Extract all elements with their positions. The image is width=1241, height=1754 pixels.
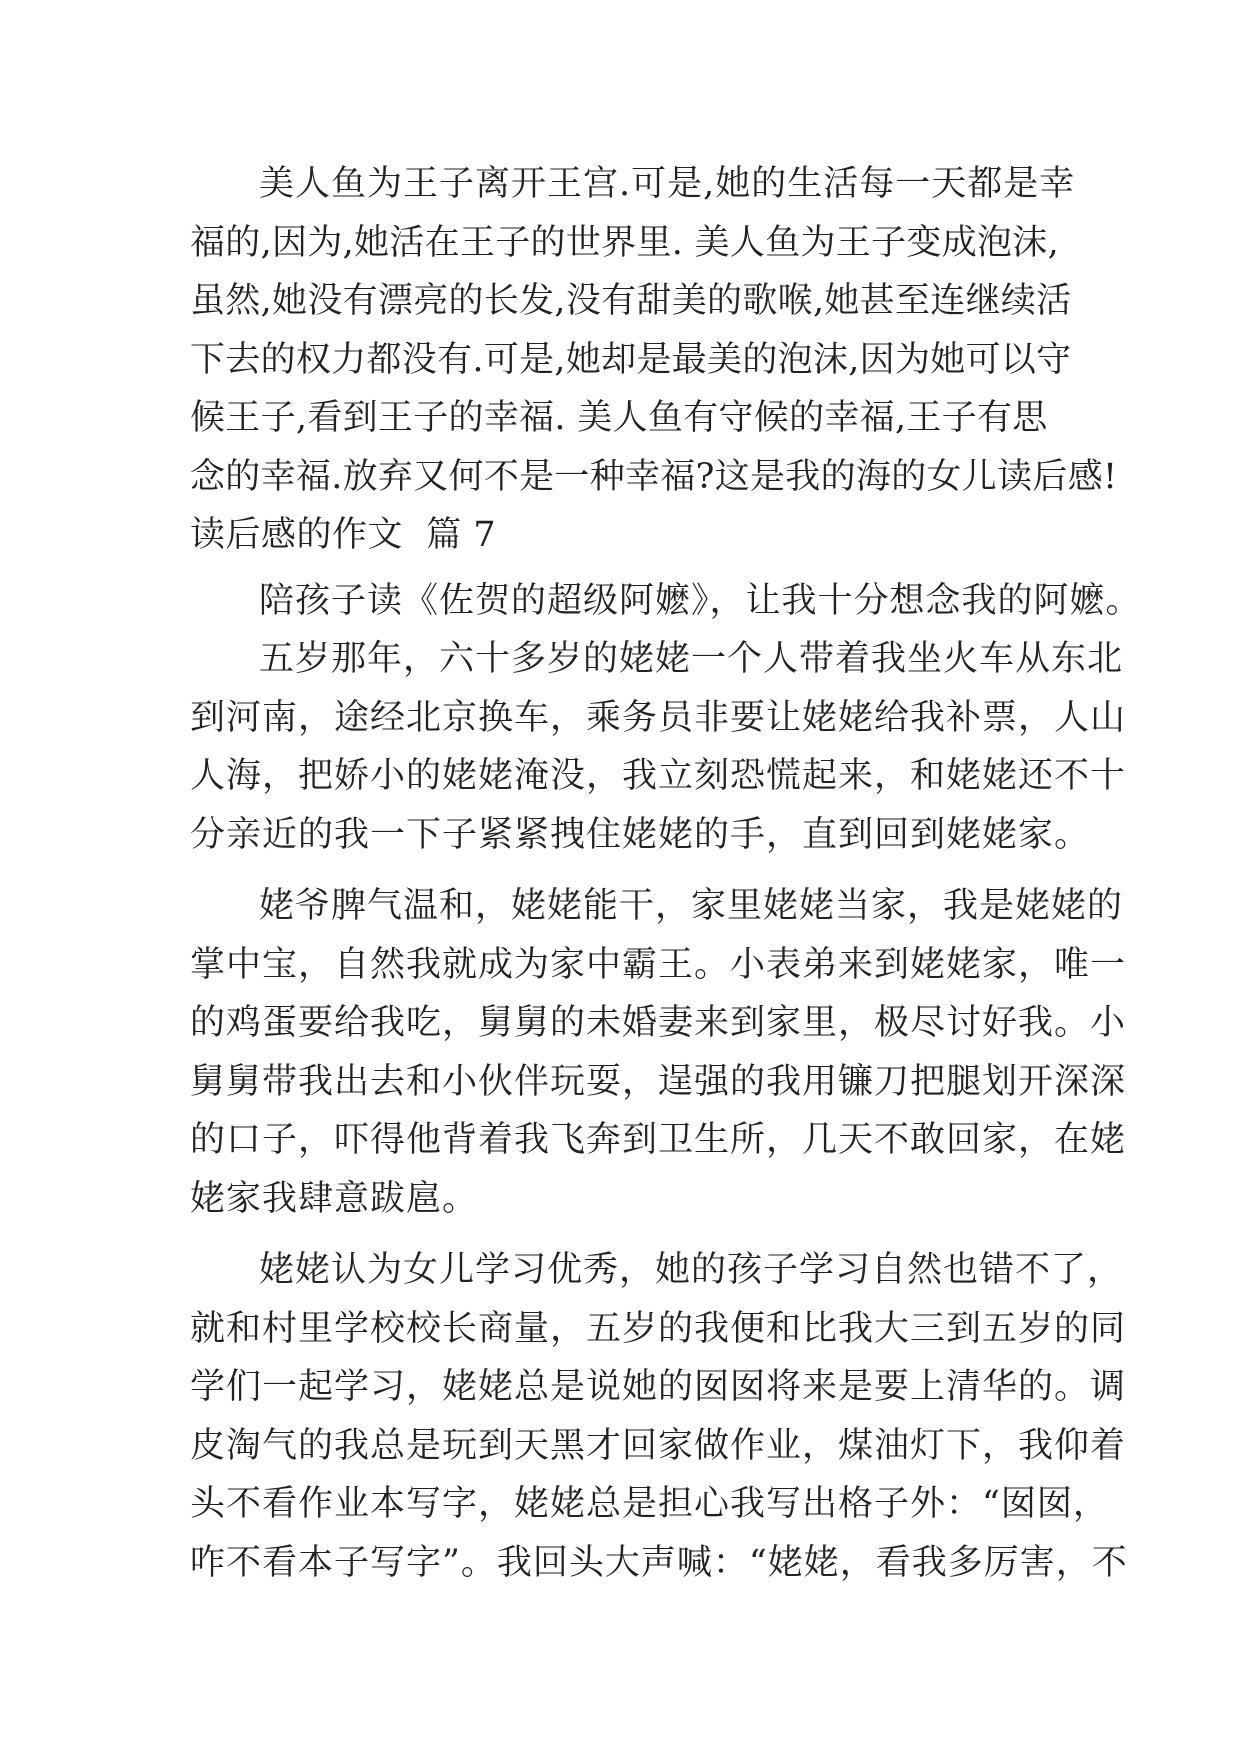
text-line: 下去的权力都没有.可是,她却是最美的泡沫,因为她可以守 xyxy=(190,339,1072,380)
paragraph xyxy=(190,630,1127,864)
text-line: 福的,因为,她活在王子的世界里. 美人鱼为王子变成泡沫, xyxy=(190,222,1060,263)
text-line: 到河南，途经北京换车，乘务员非要让姥姥给我补票，人山 xyxy=(190,697,1127,738)
text-line: 的口子，吓得他背着我飞奔到卫生所，几天不敢回家，在姥 xyxy=(190,1120,1127,1160)
section-heading: 读后感的作文 篇 7 xyxy=(190,515,497,555)
text-line: 头不看作业本写字，姥姥总是担心我写出格子外：“囡囡， xyxy=(190,1484,1109,1524)
text-line: 咋不看本子写字”。我回头大声喊：“姥姥，看我多厉害，不 xyxy=(190,1542,1128,1583)
text-line: 的鸡蛋要给我吃，舅舅的未婚妻来到家里，极尽讨好我。小 xyxy=(190,1003,1127,1043)
text-line: 姥姥认为女儿学习优秀，她的孩子学习自然也错不了， xyxy=(259,1250,1124,1290)
text-line: 人海，把娇小的姥姥淹没，我立刻恐慌起来，和姥姥还不十 xyxy=(190,756,1127,796)
text-line: 就和村里学校校长商量，五岁的我便和比我大三到五岁的同 xyxy=(190,1308,1127,1349)
paragraph xyxy=(190,155,1118,506)
text-line: 五岁那年，六十多岁的姥姥一个人带着我坐火车从东北 xyxy=(259,639,1124,679)
text-line: 陪孩子读《佐贺的超级阿嬷》，让我十分想念我的阿嬷。 xyxy=(259,580,1142,621)
paragraph xyxy=(190,572,1142,631)
text-line: 美人鱼为王子离开王宫.可是,她的生活每一天都是幸 xyxy=(259,164,1076,204)
text-line: 皮淘气的我总是玩到天黑才回家做作业，煤油灯下，我仰着 xyxy=(190,1425,1127,1466)
paragraph xyxy=(190,877,1127,1228)
text-line: 姥家我肆意跋扈。 xyxy=(190,1178,479,1219)
text-line: 姥爷脾气温和，姥姥能干，家里姥姥当家，我是姥姥的 xyxy=(259,886,1124,926)
text-line: 念的幸福.放弃又何不是一种幸福?这是我的海的女儿读后感! xyxy=(190,456,1118,497)
text-line: 候王子,看到王子的幸福. 美人鱼有守候的幸福,王子有思 xyxy=(190,398,1048,438)
text-line: 学们一起学习，姥姥总是说她的囡囡将来是要上清华的。调 xyxy=(190,1367,1127,1407)
text-line: 分亲近的我一下子紧紧拽住姥姥的手，直到回到姥姥家。 xyxy=(190,814,1091,855)
text-line: 舅舅带我出去和小伙伴玩耍，逞强的我用镰刀把腿划开深深 xyxy=(190,1061,1127,1102)
text-line: 虽然,她没有漂亮的长发,没有甜美的歌喉,她甚至连继续活 xyxy=(190,281,1072,321)
document-page xyxy=(190,155,1142,1592)
paragraph xyxy=(190,1241,1128,1592)
text-line: 掌中宝，自然我就成为家中霸王。小表弟来到姥姥家，唯一 xyxy=(190,944,1127,985)
